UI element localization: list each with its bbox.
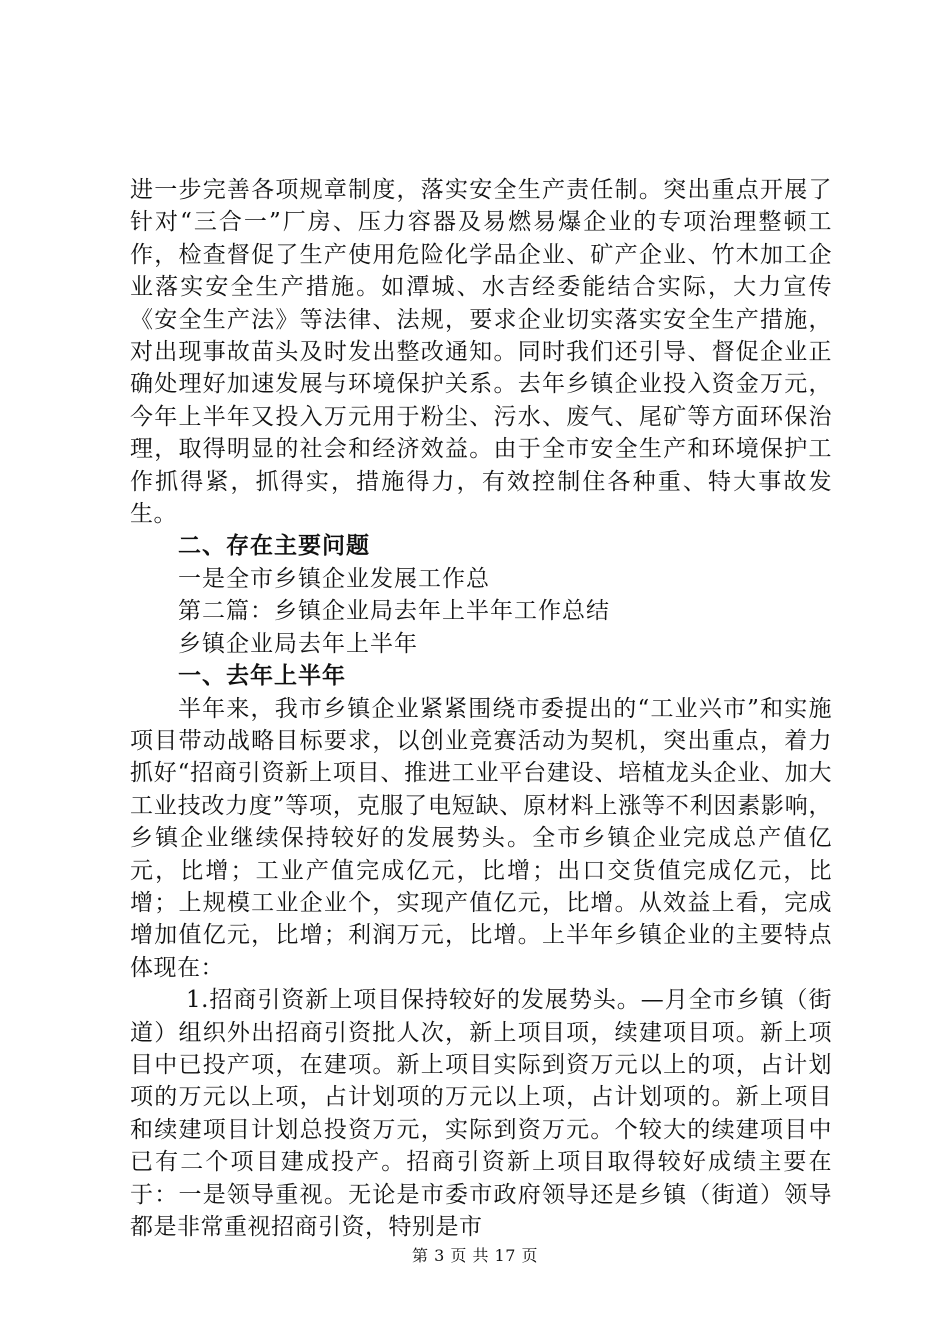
section-heading-main-problems: 二、存在主要问题 bbox=[178, 533, 370, 560]
text-line-bureau-half-year: 乡镇企业局去年上半年 bbox=[178, 630, 418, 657]
paragraph-investment-projects: 1.招商引资新上项目保持较好的发展势头。—月全市乡镇（街道）组织外出招商引资批人次，新上项目项，续建项目项。新上项目中已投产项，在建项。新上项目实际到资万元以上的项，占计划项的万元以上项，占计划项的万元以上项，占计划项的。新上项目和续建项目计划总投资万元，实际到资万元。个较大的续建项目中已有二个项目建成投产。招商引资新上项目取得较好成绩主要在于：一是领导重视。无论是市委市政府领导还是乡镇（街道）领导都是非常重视招商引资，特别是市 bbox=[130, 987, 832, 1240]
document-body bbox=[130, 174, 832, 1243]
page-number-footer: 第 3 页 共 17 页 bbox=[412, 1246, 538, 1265]
text-line-second-article-title: 第二篇：乡镇企业局去年上半年工作总结 bbox=[178, 598, 610, 625]
section-heading-last-half-year: 一、去年上半年 bbox=[178, 663, 346, 690]
text-line-summary-fragment: 一是全市乡镇企业发展工作总 bbox=[178, 565, 490, 592]
paragraph-safety-production: 进一步完善各项规章制度，落实安全生产责任制。突出重点开展了针对“三合一”厂房、压力容器及易燃易爆企业的专项治理整顿工作，检查督促了生产使用危险化学品企业、矿产企业、竹木加工企业落实安全生产措施。如潭城、水吉经委能结合实际，大力宣传《安全生产法》等法律、法规，要求企业切实落实安全生产措施，对出现事故苗头及时发出整改通知。同时我们还引导、督促企业正确处理好加速发展与环境保护关系。去年乡镇企业投入资金万元，今年上半年又投入万元用于粉尘、污水、废气、尾矿等方面环保治理，取得明显的社会和经济效益。由于全市安全生产和环境保护工作抓得紧，抓得实，措施得力，有效控制住各种重、特大事故发生。 bbox=[130, 177, 832, 528]
paragraph-half-year-overview: 半年来，我市乡镇企业紧紧围绕市委提出的“工业兴市”和实施项目带动战略目标要求，以创业竞赛活动为契机，突出重点，着力抓好“招商引资新上项目、推进工业平台建设、培植龙头企业、加大工业技改力度”等项，克服了电短缺、原材料上涨等不利因素影响，乡镇企业继续保持较好的发展势头。全市乡镇企业完成总产值亿元，比增；工业产值完成亿元，比增；出口交货值完成亿元，比增；上规模工业企业个，实现产值亿元，比增。从效益上看，完成增加值亿元，比增；利润万元，比增。上半年乡镇企业的主要特点体现在： bbox=[130, 695, 832, 981]
